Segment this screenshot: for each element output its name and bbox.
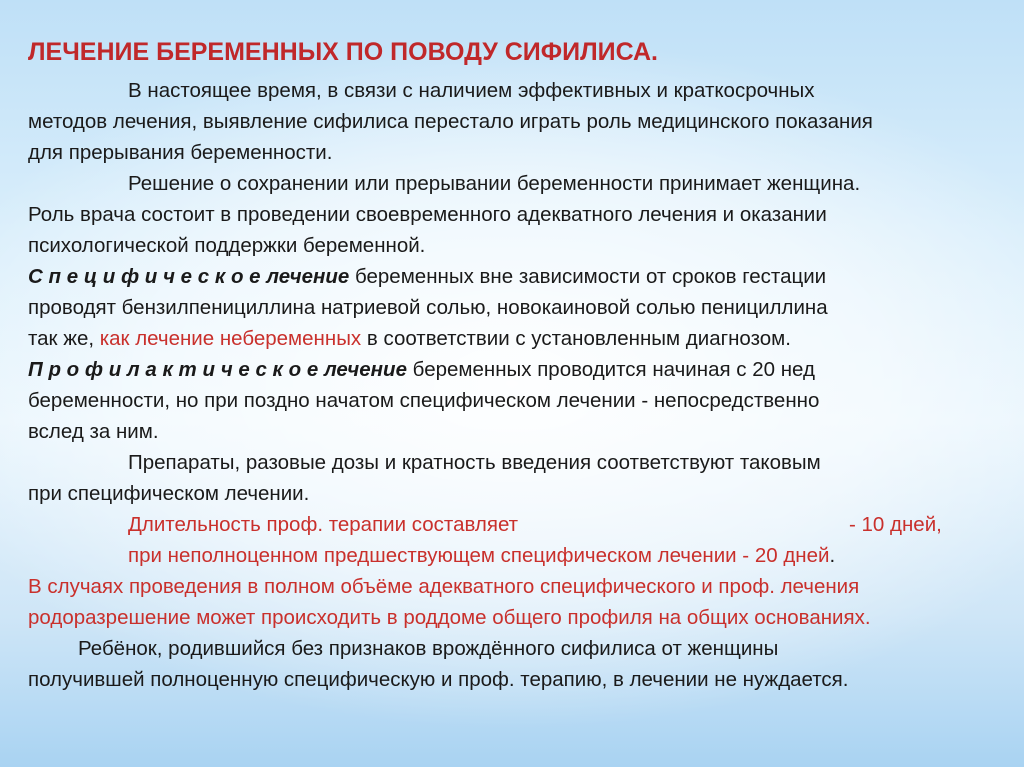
paragraph-3-line-3-a: так же, <box>28 327 100 350</box>
slide-title: ЛЕЧЕНИЕ БЕРЕМЕННЫХ ПО ПОВОДУ СИФИЛИСА. <box>28 38 659 66</box>
paragraph-6-line-2 <box>128 543 835 569</box>
paragraph-4-line-3: вслед за ним. <box>28 420 159 443</box>
paragraph-1-line-3: для прерывания беременности. <box>28 141 333 164</box>
paragraph-7-line-1: В случаях проведения в полном объёме адекватного специфического и проф. лечения <box>28 575 860 598</box>
paragraph-7-line-2: родоразрешение может происходить в роддоме общего профиля на общих основаниях. <box>28 606 871 629</box>
paragraph-3-line-2: проводят бензилпенициллина натриевой солью, новокаиновой солью пенициллина <box>28 296 828 319</box>
paragraph-1-line-2: методов лечения, выявление сифилиса перестало играть роль медицинского показания <box>28 110 873 133</box>
preventive-treatment-term: П р о ф и л а к т и ч е с к о е лечение <box>28 358 407 381</box>
paragraph-1-line-1: В настоящее время, в связи с наличием эффективных и краткосрочных <box>128 79 815 102</box>
specific-treatment-term: С п е ц и ф и ч е с к о е лечение <box>28 265 350 288</box>
paragraph-4-line-1-rest: беременных проводится начиная с 20 нед <box>406 358 815 381</box>
duration-10-days: - 10 дней, <box>849 513 942 536</box>
paragraph-4-line-1 <box>28 357 815 383</box>
paragraph-2-line-1: Решение о сохранении или прерывании беременности принимает женщина. <box>128 172 861 195</box>
paragraph-3-line-3 <box>28 326 791 352</box>
paragraph-3-line-1-rest: беременных вне зависимости от сроков гестации <box>349 265 827 288</box>
paragraph-6-line-1: Длительность проф. терапии составляет <box>128 513 519 536</box>
paragraph-3-line-1 <box>28 264 826 290</box>
paragraph-3-line-3-b: в соответствии с установленным диагнозом. <box>361 327 791 350</box>
paragraph-8-line-1: Ребёнок, родившийся без признаков врождённого сифилиса от женщины <box>78 637 779 660</box>
duration-20-days-text: при неполноценном предшествующем специфическом лечении - 20 дней <box>128 544 830 567</box>
paragraph-4-line-2: беременности, но при поздно начатом специфическом лечении - непосредственно <box>28 389 820 412</box>
paragraph-6-line-2-end: . <box>829 544 836 567</box>
paragraph-2-line-3: психологической поддержки беременной. <box>28 234 426 257</box>
paragraph-2-line-2: Роль врача состоит в проведении своевременного адекватного лечения и оказании <box>28 203 827 226</box>
paragraph-8-line-2: получившей полноценную специфическую и проф. терапию, в лечении не нуждается. <box>28 668 849 691</box>
highlight-non-pregnant: как лечение небеременных <box>99 327 362 350</box>
paragraph-5-line-2: при специфическом лечении. <box>28 482 310 505</box>
paragraph-5-line-1: Препараты, разовые дозы и кратность введения соответствуют таковым <box>128 451 821 474</box>
